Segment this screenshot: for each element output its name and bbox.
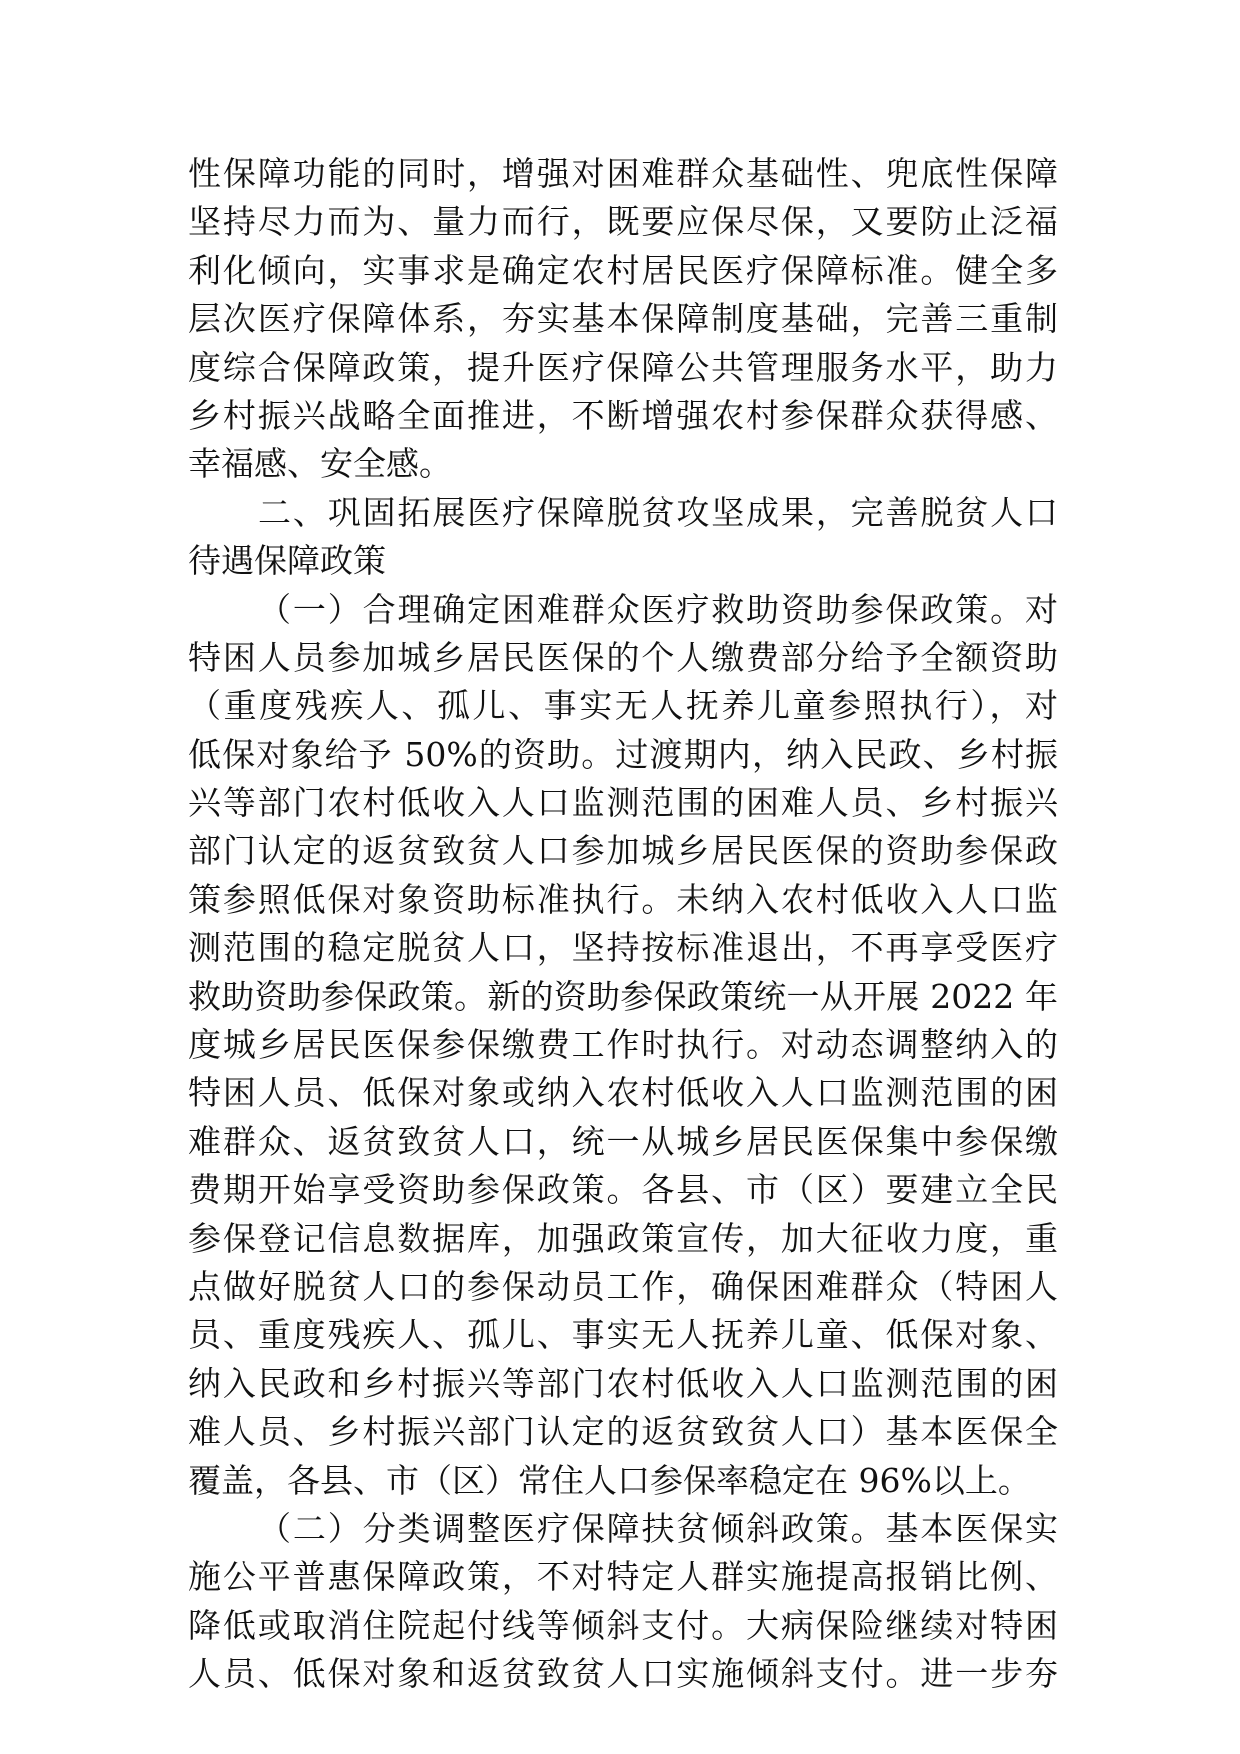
text-line: 救助资助参保政策。新的资助参保政策统一从开展 2022 年 [188,976,1058,1016]
text-line: 降低或取消住院起付线等倾斜支付。大病保险继续对特困 [188,1605,1058,1645]
text-line: 施公平普惠保障政策，不对特定人群实施提高报销比例、 [188,1557,1058,1597]
text-line: 幸福感、安全感。 [188,444,452,484]
text-line: 难人员、乡村振兴部门认定的返贫致贫人口）基本医保全 [188,1412,1058,1452]
text-line: 策参照低保对象资助标准执行。未纳入农村低收入人口监 [188,879,1058,919]
text-line: 度综合保障政策，提升医疗保障公共管理服务水平，助力 [188,347,1058,387]
text-line: 利化倾向，实事求是确定农村居民医疗保障标准。健全多 [188,250,1058,290]
text-line: （重度残疾人、孤儿、事实无人抚养儿童参照执行），对 [188,686,1058,726]
text-line: 待遇保障政策 [188,541,386,581]
text-line: 层次医疗保障体系，夯实基本保障制度基础，完善三重制 [188,299,1058,339]
text-line: 特困人员、低保对象或纳入农村低收入人口监测范围的困 [188,1073,1058,1113]
text-line: 二、巩固拓展医疗保障脱贫攻坚成果，完善脱贫人口 [258,492,1058,532]
text-line: 覆盖，各县、市（区）常住人口参保率稳定在 96%以上。 [188,1460,1031,1500]
text-line: 特困人员参加城乡居民医保的个人缴费部分给予全额资助 [188,637,1058,677]
text-line: 人员、低保对象和返贫致贫人口实施倾斜支付。进一步夯 [188,1654,1058,1694]
text-line: 度城乡居民医保参保缴费工作时执行。对动态调整纳入的 [188,1025,1058,1065]
text-line: 兴等部门农村低收入人口监测范围的困难人员、乡村振兴 [188,783,1058,823]
text-line: 部门认定的返贫致贫人口参加城乡居民医保的资助参保政 [188,831,1058,871]
text-line: 乡村振兴战略全面推进，不断增强农村参保群众获得感、 [188,395,1058,435]
text-line: （一）合理确定困难群众医疗救助资助参保政策。对 [258,589,1058,629]
text-line: 纳入民政和乡村振兴等部门农村低收入人口监测范围的困 [188,1363,1058,1403]
text-line: 参保登记信息数据库，加强政策宣传，加大征收力度，重 [188,1218,1058,1258]
text-line: 低保对象给予 50%的资助。过渡期内，纳入民政、乡村振 [188,734,1058,774]
text-line: 难群众、返贫致贫人口，统一从城乡居民医保集中参保缴 [188,1121,1058,1161]
text-line: 员、重度残疾人、孤儿、事实无人抚养儿童、低保对象、 [188,1315,1058,1355]
text-line: 坚持尽力而为、量力而行，既要应保尽保，又要防止泛福 [188,202,1058,242]
text-line: 测范围的稳定脱贫人口，坚持按标准退出，不再享受医疗 [188,928,1058,968]
document-body [188,150,1058,1699]
text-line: 费期开始享受资助参保政策。各县、市（区）要建立全民 [188,1170,1058,1210]
text-line: 性保障功能的同时，增强对困难群众基础性、兜底性保障 [188,154,1058,193]
text-line: （二）分类调整医疗保障扶贫倾斜政策。基本医保实 [258,1508,1058,1548]
text-line: 点做好脱贫人口的参保动员工作，确保困难群众（特困人 [188,1266,1058,1306]
